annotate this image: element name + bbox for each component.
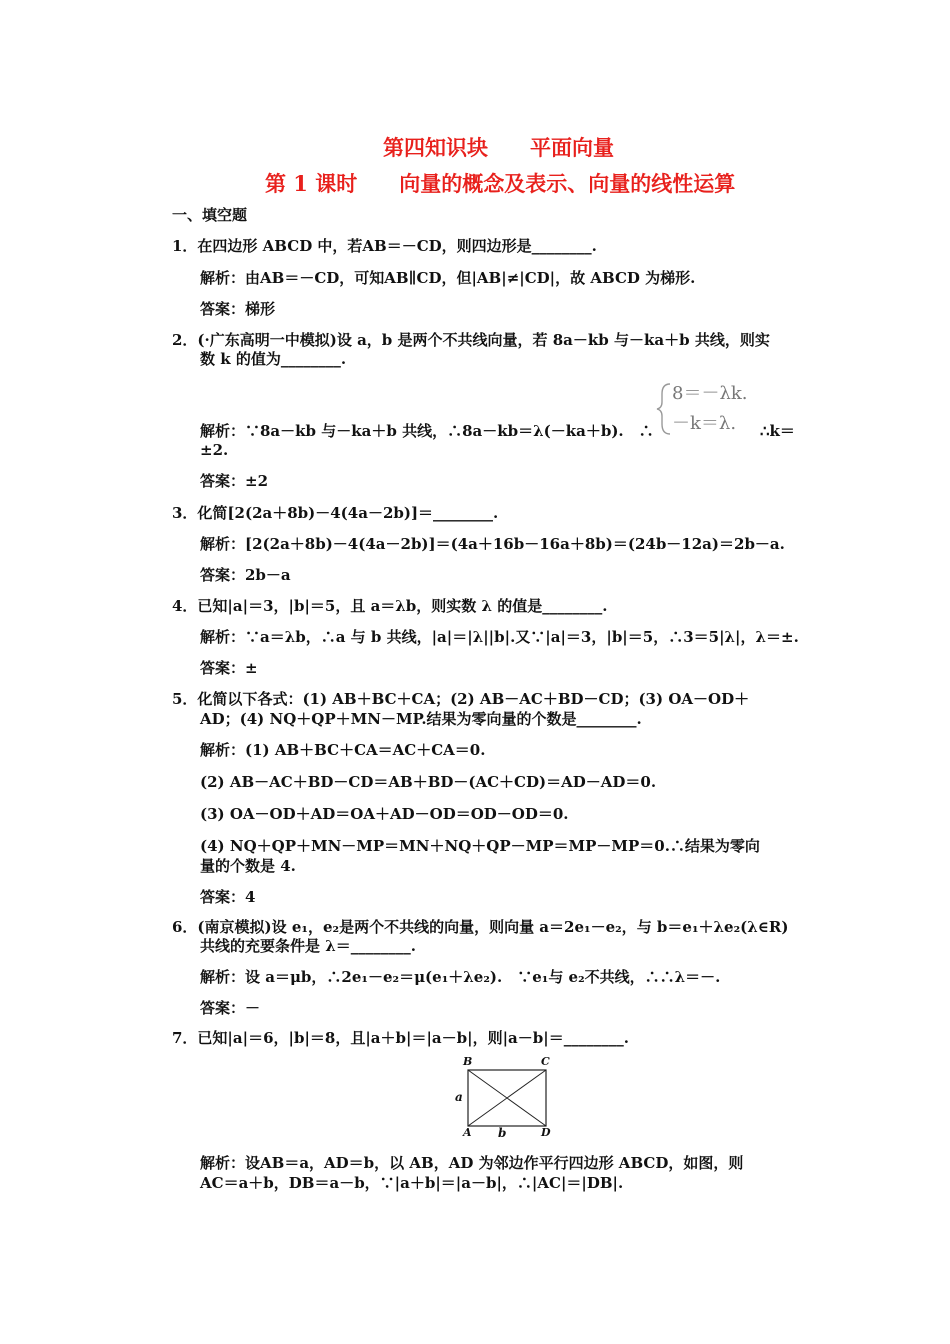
answer-3: 答案：2b－a — [200, 566, 291, 584]
question-2-line1: 2．(·广东高明一中模拟)设 a，b 是两个不共线向量，若 8a－kb 与－ka＋b 共线，则实 — [172, 331, 770, 349]
analysis-2-tail: ∴k＝ — [760, 422, 795, 440]
section-title: 第四知识块 平面向量 — [383, 135, 614, 160]
answer-2: 答案：±2 — [200, 472, 269, 490]
answer-5: 答案：4 — [200, 888, 256, 906]
analysis-5-4-line2: 量的个数是 4. — [200, 857, 296, 875]
analysis-4: 解析：∵a＝λb，∴a 与 b 共线，|a|＝|λ||b|.又∵|a|＝3，|b|＝5，∴3＝5|λ|，λ＝±. — [200, 628, 799, 646]
system-line-2: －k＝λ. — [672, 413, 737, 434]
question-3: 3．化简[2(2a＋8b)－4(4a－2b)]＝________. — [172, 504, 499, 522]
lesson-title: 第 1 课时 向量的概念及表示、向量的线性运算 — [265, 171, 736, 196]
equation-system — [656, 380, 771, 438]
label-b: b — [498, 1126, 507, 1140]
analysis-7-line2: AC＝a＋b，DB＝a－b，∵|a＋b|＝|a－b|，∴|AC|＝|DB|. — [200, 1174, 624, 1192]
analysis-2-line1: 解析：∵8a－kb 与－ka＋b 共线，∴8a－kb＝λ(－ka＋b). ∴ — [200, 422, 654, 440]
question-4: 4．已知|a|＝3，|b|＝5，且 a＝λb，则实数 λ 的值是________. — [172, 597, 608, 615]
label-C: C — [541, 1055, 550, 1068]
question-6-line1: 6．(南京模拟)设 e₁，e₂是两个不共线的向量，则向量 a＝2e₁－e₂，与 b＝e₁＋λe₂(λ∈R) — [172, 918, 789, 936]
question-7: 7．已知|a|＝6，|b|＝8，且|a＋b|＝|a－b|，则|a－b|＝________. — [172, 1029, 629, 1047]
label-B: B — [463, 1055, 473, 1068]
label-a: a — [455, 1090, 463, 1104]
question-5-line1: 5．化简以下各式：(1) AB＋BC＋CA；(2) AB－AC＋BD－CD；(3) OA－OD＋ — [172, 690, 750, 708]
analysis-5-4-line1: (4) NQ＋QP＋MN－MP＝MN＋NQ＋QP－MP＝MP－MP＝0.∴结果为零向 — [200, 837, 760, 855]
question-1: 1．在四边形 ABCD 中，若AB＝－CD，则四边形是________. — [172, 237, 597, 255]
question-5-line2: AD；(4) NQ＋QP＋MN－MP.结果为零向量的个数是________. — [200, 710, 642, 728]
answer-1: 答案：梯形 — [200, 300, 276, 318]
analysis-5-2: (2) AB－AC＋BD－CD＝AB＋BD－(AC＋CD)＝AD－AD＝0. — [200, 773, 657, 791]
analysis-6: 解析：设 a＝μb，∴2e₁－e₂＝μ(e₁＋λe₂). ∵e₁与 e₂不共线，∴∴λ＝－. — [200, 968, 721, 986]
rectangle-figure — [448, 1053, 558, 1143]
section-heading: 一、填空题 — [172, 206, 248, 224]
analysis-2-line2: ±2. — [200, 441, 229, 459]
answer-4: 答案：± — [200, 659, 258, 677]
analysis-7-line1: 解析：设AB＝a，AD＝b，以 AB，AD 为邻边作平行四边形 ABCD，如图，则 — [200, 1154, 744, 1172]
analysis-5-3: (3) OA－OD＋AD＝OA＋AD－OD＝OD－OD＝0. — [200, 805, 569, 823]
label-D: D — [541, 1126, 551, 1139]
answer-6: 答案：－ — [200, 999, 261, 1017]
question-2-line2: 数 k 的值为________. — [200, 350, 347, 368]
analysis-5-1: 解析：(1) AB＋BC＋CA＝AC＋CA＝0. — [200, 741, 486, 759]
analysis-3: 解析：[2(2a＋8b)－4(4a－2b)]＝(4a＋16b－16a＋8b)＝(24b－12a)＝2b－a. — [200, 535, 785, 553]
system-line-1: 8＝－λk. — [672, 383, 748, 404]
label-A: A — [463, 1126, 472, 1139]
analysis-1: 解析：由AB＝－CD，可知AB∥CD，但|AB|≠|CD|，故 ABCD 为梯形. — [200, 269, 696, 287]
question-6-line2: 共线的充要条件是 λ＝________. — [200, 937, 416, 955]
